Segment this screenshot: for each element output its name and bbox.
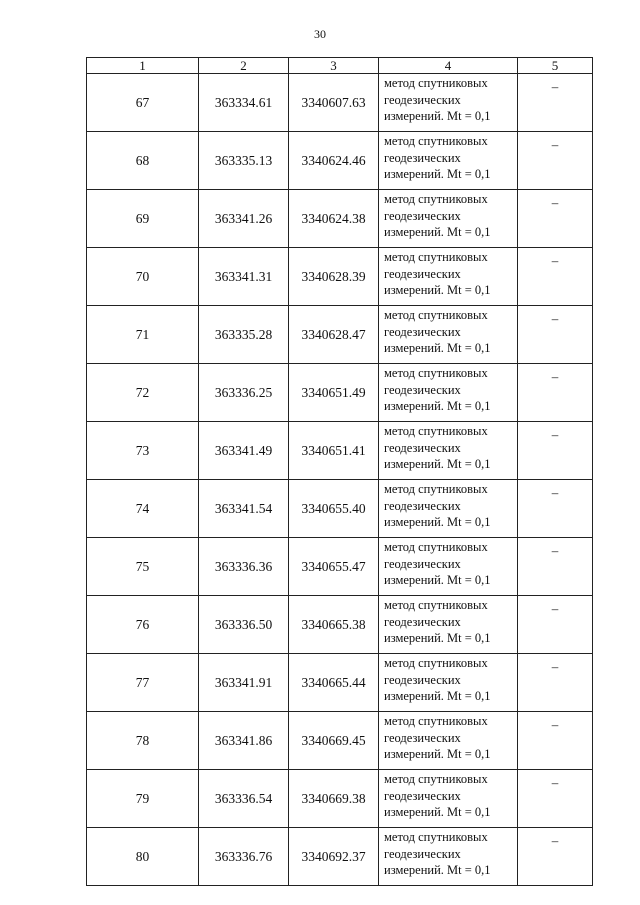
- method-line: геодезических: [384, 556, 461, 571]
- x-coordinate-cell: 363336.36: [199, 538, 289, 596]
- method-line: метод спутниковых: [384, 134, 488, 148]
- method-line: измерений. Mt = 0,1: [384, 631, 491, 645]
- method-line: метод спутниковых: [384, 656, 488, 670]
- y-coordinate-cell: 3340692.37: [289, 828, 379, 886]
- method-line: геодезических: [384, 440, 461, 455]
- point-number-cell: 68: [87, 132, 199, 190]
- point-number-cell: 71: [87, 306, 199, 364]
- note-cell: –: [518, 596, 593, 654]
- method-cell: [379, 422, 518, 480]
- table-row: [87, 712, 593, 770]
- method-line: измерений. Mt = 0,1: [384, 167, 491, 181]
- y-coordinate-cell: 3340624.46: [289, 132, 379, 190]
- method-line: метод спутниковых: [384, 76, 488, 90]
- point-number-cell: 67: [87, 74, 199, 132]
- y-coordinate-cell: 3340651.49: [289, 364, 379, 422]
- method-cell: [379, 654, 518, 712]
- method-line: геодезических: [384, 788, 461, 803]
- y-coordinate-cell: 3340651.41: [289, 422, 379, 480]
- x-coordinate-cell: 363341.86: [199, 712, 289, 770]
- note-cell: –: [518, 248, 593, 306]
- x-coordinate-cell: 363335.28: [199, 306, 289, 364]
- method-line: геодезических: [384, 382, 461, 397]
- method-cell: [379, 132, 518, 190]
- x-coordinate-cell: 363341.49: [199, 422, 289, 480]
- method-cell: [379, 480, 518, 538]
- method-line: геодезических: [384, 324, 461, 339]
- note-cell: –: [518, 190, 593, 248]
- method-line: измерений. Mt = 0,1: [384, 109, 491, 123]
- column-header-2: 2: [199, 58, 289, 74]
- point-number-cell: 77: [87, 654, 199, 712]
- method-line: измерений. Mt = 0,1: [384, 747, 491, 761]
- table-header-row: [87, 58, 593, 74]
- x-coordinate-cell: 363336.54: [199, 770, 289, 828]
- column-header-4: 4: [379, 58, 518, 74]
- method-line: метод спутниковых: [384, 540, 488, 554]
- method-line: геодезических: [384, 150, 461, 165]
- table-row: [87, 74, 593, 132]
- table-row: [87, 538, 593, 596]
- note-cell: –: [518, 364, 593, 422]
- y-coordinate-cell: 3340655.40: [289, 480, 379, 538]
- point-number-cell: 75: [87, 538, 199, 596]
- method-cell: [379, 74, 518, 132]
- method-line: метод спутниковых: [384, 714, 488, 728]
- method-line: измерений. Mt = 0,1: [384, 457, 491, 471]
- method-line: измерений. Mt = 0,1: [384, 341, 491, 355]
- column-header-3: 3: [289, 58, 379, 74]
- method-line: геодезических: [384, 266, 461, 281]
- method-line: измерений. Mt = 0,1: [384, 863, 491, 877]
- method-cell: [379, 770, 518, 828]
- y-coordinate-cell: 3340624.38: [289, 190, 379, 248]
- method-line: измерений. Mt = 0,1: [384, 689, 491, 703]
- point-number-cell: 70: [87, 248, 199, 306]
- point-number-cell: 72: [87, 364, 199, 422]
- method-line: метод спутниковых: [384, 772, 488, 786]
- x-coordinate-cell: 363334.61: [199, 74, 289, 132]
- method-line: измерений. Mt = 0,1: [384, 283, 491, 297]
- y-coordinate-cell: 3340665.38: [289, 596, 379, 654]
- method-cell: [379, 306, 518, 364]
- y-coordinate-cell: 3340669.45: [289, 712, 379, 770]
- method-line: геодезических: [384, 208, 461, 223]
- method-line: метод спутниковых: [384, 192, 488, 206]
- table-body: [87, 74, 593, 886]
- method-line: геодезических: [384, 92, 461, 107]
- table-row: [87, 596, 593, 654]
- method-cell: [379, 248, 518, 306]
- point-number-cell: 69: [87, 190, 199, 248]
- table-row: [87, 190, 593, 248]
- point-number-cell: 79: [87, 770, 199, 828]
- coordinates-table: [86, 57, 593, 886]
- table-row: [87, 422, 593, 480]
- method-line: метод спутниковых: [384, 424, 488, 438]
- x-coordinate-cell: 363341.26: [199, 190, 289, 248]
- table-row: [87, 364, 593, 422]
- table-row: [87, 828, 593, 886]
- note-cell: –: [518, 422, 593, 480]
- note-cell: –: [518, 654, 593, 712]
- y-coordinate-cell: 3340628.47: [289, 306, 379, 364]
- method-line: метод спутниковых: [384, 830, 488, 844]
- method-cell: [379, 190, 518, 248]
- x-coordinate-cell: 363335.13: [199, 132, 289, 190]
- method-line: геодезических: [384, 672, 461, 687]
- note-cell: –: [518, 74, 593, 132]
- x-coordinate-cell: 363341.31: [199, 248, 289, 306]
- method-line: измерений. Mt = 0,1: [384, 805, 491, 819]
- method-line: геодезических: [384, 498, 461, 513]
- method-line: измерений. Mt = 0,1: [384, 225, 491, 239]
- x-coordinate-cell: 363336.50: [199, 596, 289, 654]
- x-coordinate-cell: 363341.91: [199, 654, 289, 712]
- table-row: [87, 654, 593, 712]
- method-line: метод спутниковых: [384, 482, 488, 496]
- table-row: [87, 770, 593, 828]
- point-number-cell: 74: [87, 480, 199, 538]
- x-coordinate-cell: 363336.76: [199, 828, 289, 886]
- method-line: метод спутниковых: [384, 598, 488, 612]
- page-number: 30: [314, 27, 326, 41]
- method-line: метод спутниковых: [384, 366, 488, 380]
- method-cell: [379, 364, 518, 422]
- point-number-cell: 73: [87, 422, 199, 480]
- point-number-cell: 78: [87, 712, 199, 770]
- y-coordinate-cell: 3340628.39: [289, 248, 379, 306]
- table-row: [87, 132, 593, 190]
- method-cell: [379, 712, 518, 770]
- method-line: измерений. Mt = 0,1: [384, 399, 491, 413]
- note-cell: –: [518, 770, 593, 828]
- note-cell: –: [518, 132, 593, 190]
- column-header-1: 1: [87, 58, 199, 74]
- method-line: измерений. Mt = 0,1: [384, 573, 491, 587]
- method-cell: [379, 596, 518, 654]
- method-line: геодезических: [384, 614, 461, 629]
- table-row: [87, 248, 593, 306]
- x-coordinate-cell: 363341.54: [199, 480, 289, 538]
- note-cell: –: [518, 306, 593, 364]
- method-cell: [379, 538, 518, 596]
- note-cell: –: [518, 828, 593, 886]
- y-coordinate-cell: 3340655.47: [289, 538, 379, 596]
- column-header-5: 5: [518, 58, 593, 74]
- y-coordinate-cell: 3340665.44: [289, 654, 379, 712]
- x-coordinate-cell: 363336.25: [199, 364, 289, 422]
- note-cell: –: [518, 712, 593, 770]
- method-line: геодезических: [384, 846, 461, 861]
- method-line: геодезических: [384, 730, 461, 745]
- point-number-cell: 76: [87, 596, 199, 654]
- method-line: метод спутниковых: [384, 308, 488, 322]
- method-cell: [379, 828, 518, 886]
- point-number-cell: 80: [87, 828, 199, 886]
- y-coordinate-cell: 3340669.38: [289, 770, 379, 828]
- method-line: измерений. Mt = 0,1: [384, 515, 491, 529]
- method-line: метод спутниковых: [384, 250, 488, 264]
- table-row: [87, 306, 593, 364]
- note-cell: –: [518, 480, 593, 538]
- table-row: [87, 480, 593, 538]
- note-cell: –: [518, 538, 593, 596]
- y-coordinate-cell: 3340607.63: [289, 74, 379, 132]
